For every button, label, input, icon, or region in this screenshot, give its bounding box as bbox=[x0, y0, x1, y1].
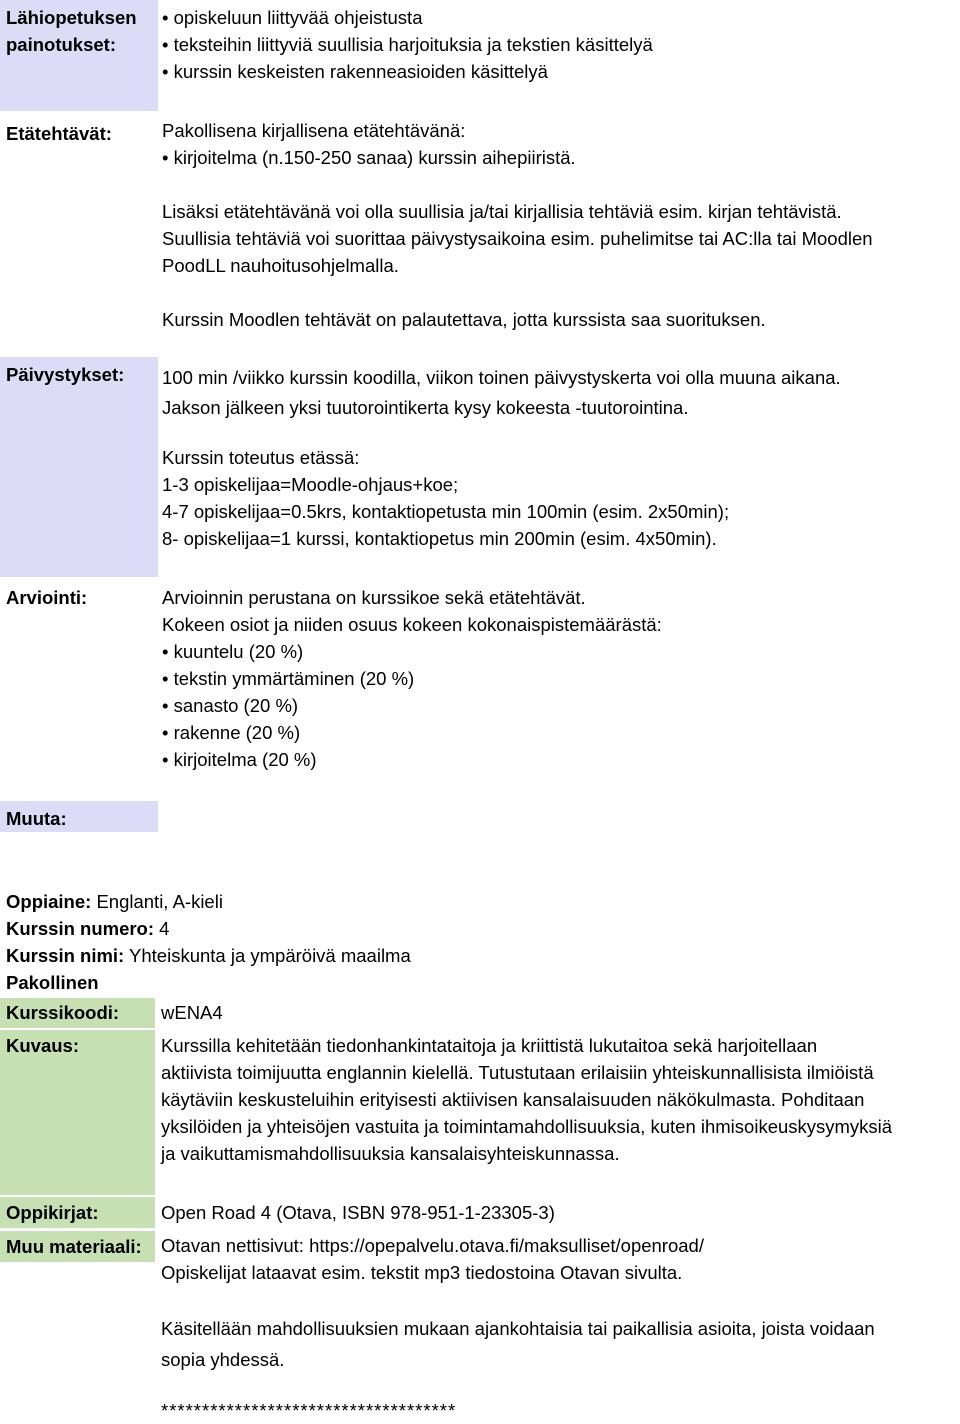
muu-materiaali-content: Otavan nettisivut: https://opepalvelu.otava.fi/maksulliset/openroad/ Opiskelijat lataavat esim. tekstit mp3 tiedostoina Otavan sivulta. Käsitellään mahdollisuuksien mukaan ajankohtaisia tai paikallisia asioita, joista voidaan sopia yhdessä. ************************************ bbox=[161, 1232, 956, 1424]
label-oppikirjat: Oppikirjat: bbox=[0, 1197, 155, 1228]
paivystykset-content: 100 min /viikko kurssin koodilla, viikon toinen päivystyskerta voi olla muuna aikana. Jakson jälkeen yksi tuutorointikerta kysy kokeesta -tuutorointina. Kurssin toteutus etässä: 1-3 opiskelijaa=Moodle-ohjaus+koe; 4-7 opiskelijaa=0.5krs, kontaktiopetusta min 100min (esim. 2x50min); 8- opiskelijaa=1 kurssi, kontaktiopetus min 200min (esim. 4x50min). bbox=[162, 367, 841, 549]
label-kurssikoodi: Kurssikoodi: bbox=[0, 998, 155, 1028]
list-item: • kirjoitelma (20 %) bbox=[162, 746, 956, 773]
kurssikoodi-value: wENA4 bbox=[161, 1002, 223, 1023]
label-paivystykset: Päivystykset: bbox=[0, 357, 158, 577]
lahiopetus-content bbox=[162, 4, 956, 85]
label-kuvaus: Kuvaus: bbox=[0, 1030, 155, 1195]
kurssin-nimi-line: Kurssin nimi: Yhteiskunta ja ympäröivä maailma bbox=[6, 945, 411, 966]
label-lahiopetus: Lähiopetuksen painotukset: bbox=[0, 0, 158, 111]
list-item: • kurssin keskeisten rakenneasioiden käsittelyä bbox=[162, 58, 956, 85]
list-item: • kuuntelu (20 %) bbox=[162, 638, 956, 665]
kuvaus-content: Kurssilla kehitetään tiedonhankintataitoja ja kriittistä lukutaitoa sekä harjoitellaan aktiivista toimijuutta englannin kielellä. Tutustutaan erilaisiin yhteiskunnallisista ilmiöistä käytäviin keskusteluihin erityisesti aktiivisen kansalaisuuden näkökulmasta. Pohditaan yksilöiden ja yhteisöjen vastuita ja toimintamahdollisuuksia, kuten ihmisoikeuskysymyksiä ja vaikuttamismahdollisuuksia kansalaisyhteiskunnassa. bbox=[161, 1035, 893, 1164]
label-arviointi: Arviointi: bbox=[6, 587, 88, 608]
label-muuta: Muuta: bbox=[0, 801, 158, 832]
label-etatehtavat: Etätehtävät: bbox=[6, 123, 112, 144]
oppikirjat-value: Open Road 4 (Otava, ISBN 978-951-1-23305-3) bbox=[161, 1202, 555, 1223]
list-item: • rakenne (20 %) bbox=[162, 719, 956, 746]
kurssin-numero-line: Kurssin numero: 4 bbox=[6, 918, 170, 939]
etatehtavat-content: Pakollisena kirjallisena etätehtävänä: • kirjoitelma (n.150-250 sanaa) kurssin aihepiiristä. Lisäksi etätehtävänä voi olla suullisia ja/tai kirjallisia tehtäviä esim. kirjan tehtävistä. Suullisia tehtäviä voi suorittaa päivystysaikoina esim. puhelimitse tai AC:lla tai Moodlen PoodLL nauhoitusohjelmalla. Kurssin Moodlen tehtävät on palautettava, jotta kurssista saa suorituksen. bbox=[162, 117, 956, 333]
label-muu-materiaali: Muu materiaali: bbox=[0, 1231, 155, 1262]
list-item: • sanasto (20 %) bbox=[162, 692, 956, 719]
arviointi-content: Arvioinnin perustana on kurssikoe sekä etätehtävät. Kokeen osiot ja niiden osuus kokeen kokonaispistemäärästä: • kuuntelu (20 %) • tekstin ymmärtäminen (20 %) • sanasto (20 %) • rakenne (20 %) • kirjoitelma (20 %) bbox=[162, 584, 956, 773]
separator-stars: ************************************ bbox=[161, 1400, 457, 1421]
oppiaine-line: Oppiaine: Englanti, A-kieli bbox=[6, 891, 223, 912]
pakollinen-line: Pakollinen bbox=[6, 972, 99, 993]
list-item: • tekstin ymmärtäminen (20 %) bbox=[162, 665, 956, 692]
list-item: • opiskeluun liittyvää ohjeistusta bbox=[162, 4, 956, 31]
list-item: • kirjoitelma (n.150-250 sanaa) kurssin aihepiiristä. bbox=[162, 144, 956, 171]
list-item: • teksteihin liittyviä suullisia harjoituksia ja tekstien käsittelyä bbox=[162, 31, 956, 58]
